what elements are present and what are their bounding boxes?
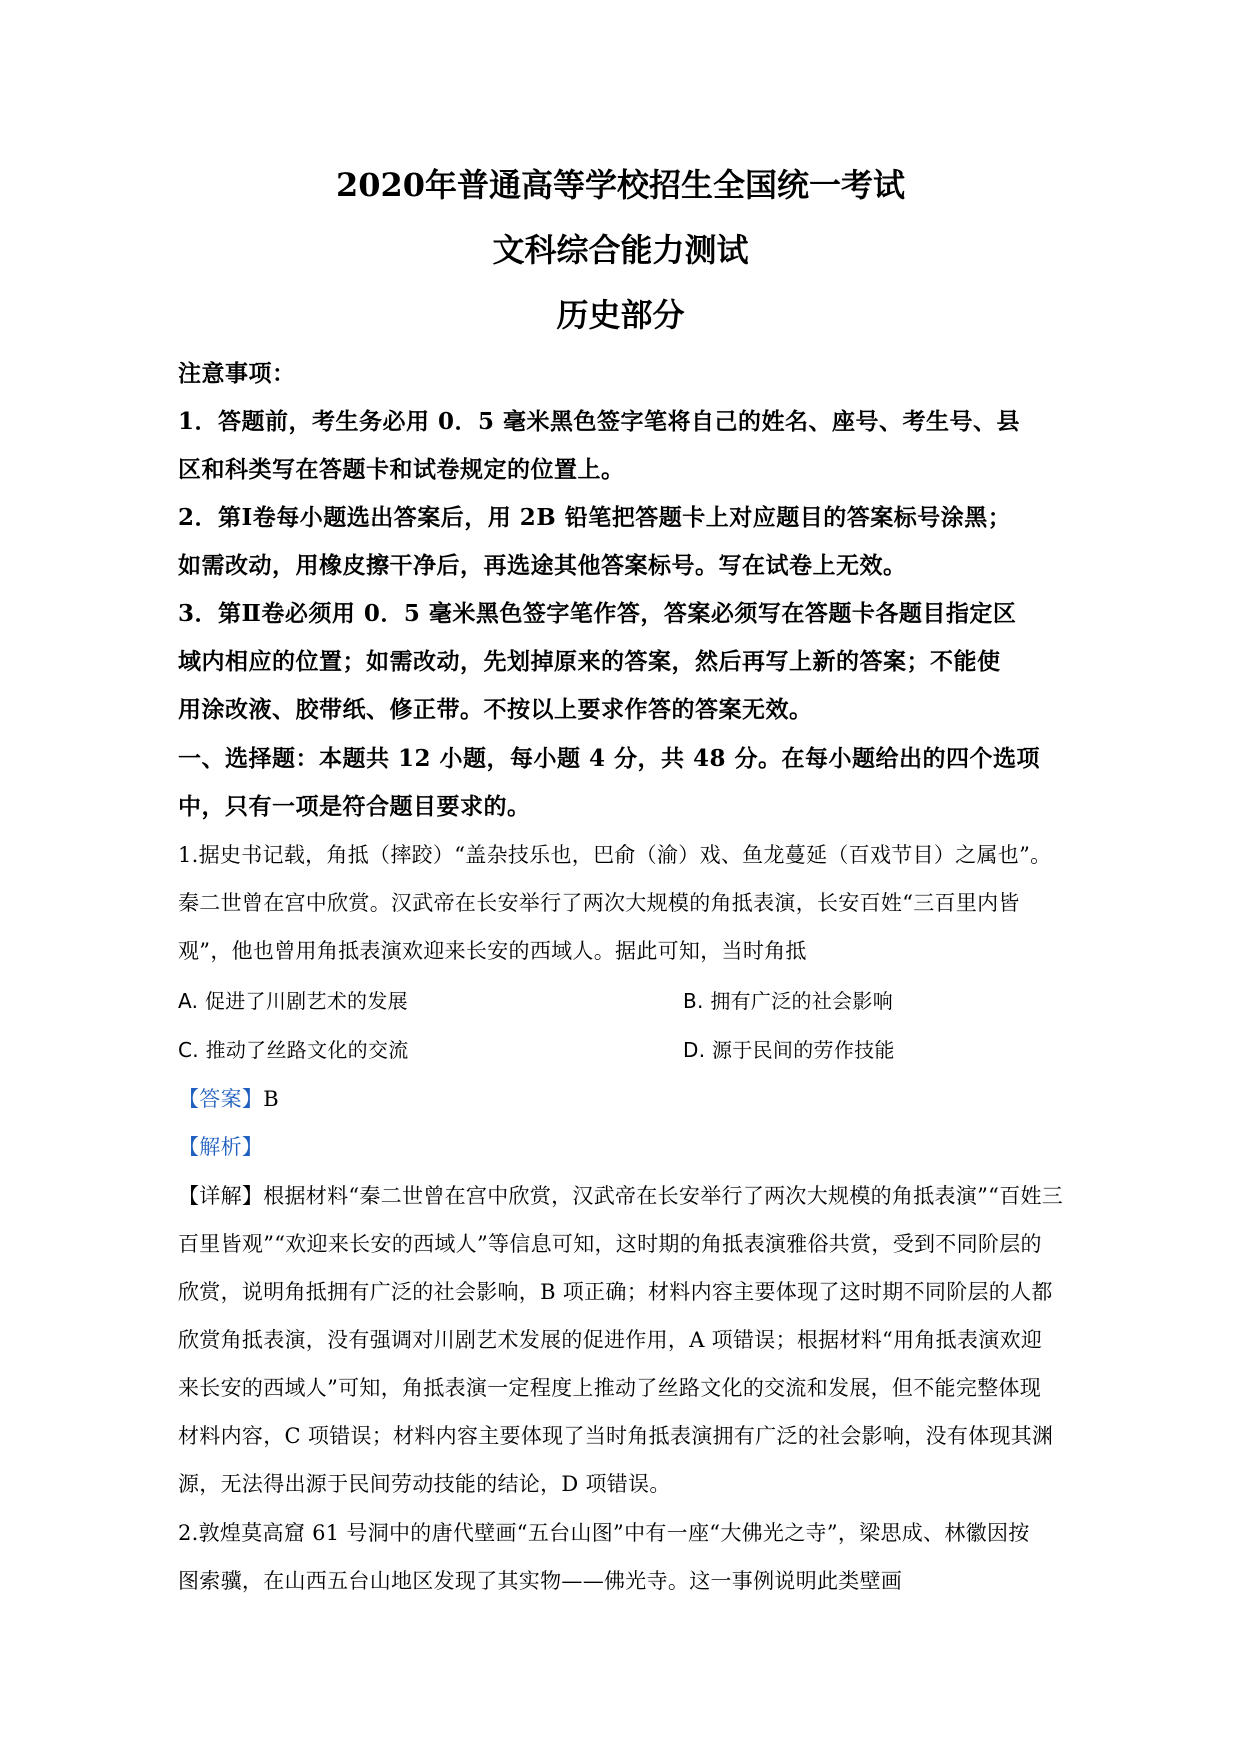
- detail-line: 源，无法得出源于民间劳动技能的结论，D 项错误。: [178, 1472, 671, 1496]
- section-instruction: 中，只有一项是符合题目要求的。: [178, 793, 531, 820]
- notice-line: 用涂改液、胶带纸、修正带。不按以上要求作答的答案无效。: [178, 696, 813, 723]
- detail-line: 欣赏角抵表演，没有强调对川剧艺术发展的促进作用，A 项错误；根据材料“用角抵表演欢迎: [178, 1328, 1043, 1352]
- detail-line: 来长安的西域人”可知，角抵表演一定程度上推动了丝路文化的交流和发展，但不能完整体现: [178, 1376, 1042, 1400]
- detail-line: 材料内容，C 项错误；材料内容主要体现了当时角抵表演拥有广泛的社会影响，没有体现其渊: [178, 1424, 1054, 1448]
- notice-heading: 注意事项：: [178, 360, 296, 387]
- section-instruction: 一、选择题：本题共 12 小题，每小题 4 分，共 48 分。在每小题给出的四个选项: [178, 745, 1041, 772]
- question-1-stem: 秦二世曾在宫中欣赏。汉武帝在长安举行了两次大规模的角抵表演，长安百姓“三百里内皆: [178, 891, 1020, 915]
- analysis-label: 【解析】: [178, 1135, 264, 1159]
- detail-line: 欣赏，说明角抵拥有广泛的社会影响，B 项正确；材料内容主要体现了这时期不同阶层的人都: [178, 1280, 1053, 1304]
- detail-line: 百里皆观”“欢迎来长安的西域人”等信息可知，这时期的角抵表演雅俗共赏，受到不同阶层的: [178, 1232, 1042, 1256]
- section-title: 历史部分: [556, 296, 685, 334]
- notice-line: 2．第Ⅰ卷每小题选出答案后，用 2B 铅笔把答题卡上对应题目的答案标号涂黑；: [178, 504, 1012, 531]
- notice-line: 3．第Ⅱ卷必须用 0．5 毫米黑色签字笔作答，答案必须写在答题卡各题目指定区: [178, 600, 1017, 627]
- answer-line: [178, 1083, 279, 1113]
- question-2-stem: 2.敦煌莫高窟 61 号洞中的唐代壁画“五台山图”中有一座“大佛光之寺”，梁思成、林徽因按: [178, 1521, 1030, 1545]
- detail-line: 【详解】根据材料“秦二世曾在宫中欣赏，汉武帝在长安举行了两次大规模的角抵表演”“百姓三: [178, 1184, 1064, 1208]
- notice-line: 区和科类写在答题卡和试卷规定的位置上。: [178, 456, 625, 483]
- option-a: A. 促进了川剧艺术的发展: [178, 989, 408, 1013]
- answer-label: 【答案】: [178, 1087, 264, 1111]
- answer-value: B: [263, 1087, 279, 1111]
- question-1-stem: 观”，他也曾用角抵表演欢迎来长安的西域人。据此可知，当时角抵: [178, 939, 807, 963]
- notice-line: 域内相应的位置；如需改动，先划掉原来的答案，然后再写上新的答案；不能使: [178, 648, 1001, 675]
- notice-line: 如需改动，用橡皮擦干净后，再选途其他答案标号。写在试卷上无效。: [178, 552, 907, 579]
- exam-title: 2020年普通高等学校招生全国统一考试: [335, 166, 906, 204]
- option-c: C. 推动了丝路文化的交流: [178, 1038, 409, 1062]
- option-d: D. 源于民间的劳作技能: [683, 1038, 895, 1062]
- exam-subtitle: 文科综合能力测试: [492, 231, 749, 269]
- question-1-stem: 1.据史书记载，角抵（摔跤）“盖杂技乐也，巴俞（渝）戏、鱼龙蔓延（百戏节目）之属也”。: [178, 843, 1052, 867]
- option-b: B. 拥有广泛的社会影响: [683, 989, 894, 1013]
- notice-line: 1．答题前，考生务必用 0．5 毫米黑色签字笔将自己的姓名、座号、考生号、县: [178, 408, 1021, 435]
- question-2-stem: 图索骥，在山西五台山地区发现了其实物——佛光寺。这一事例说明此类壁画: [178, 1569, 903, 1593]
